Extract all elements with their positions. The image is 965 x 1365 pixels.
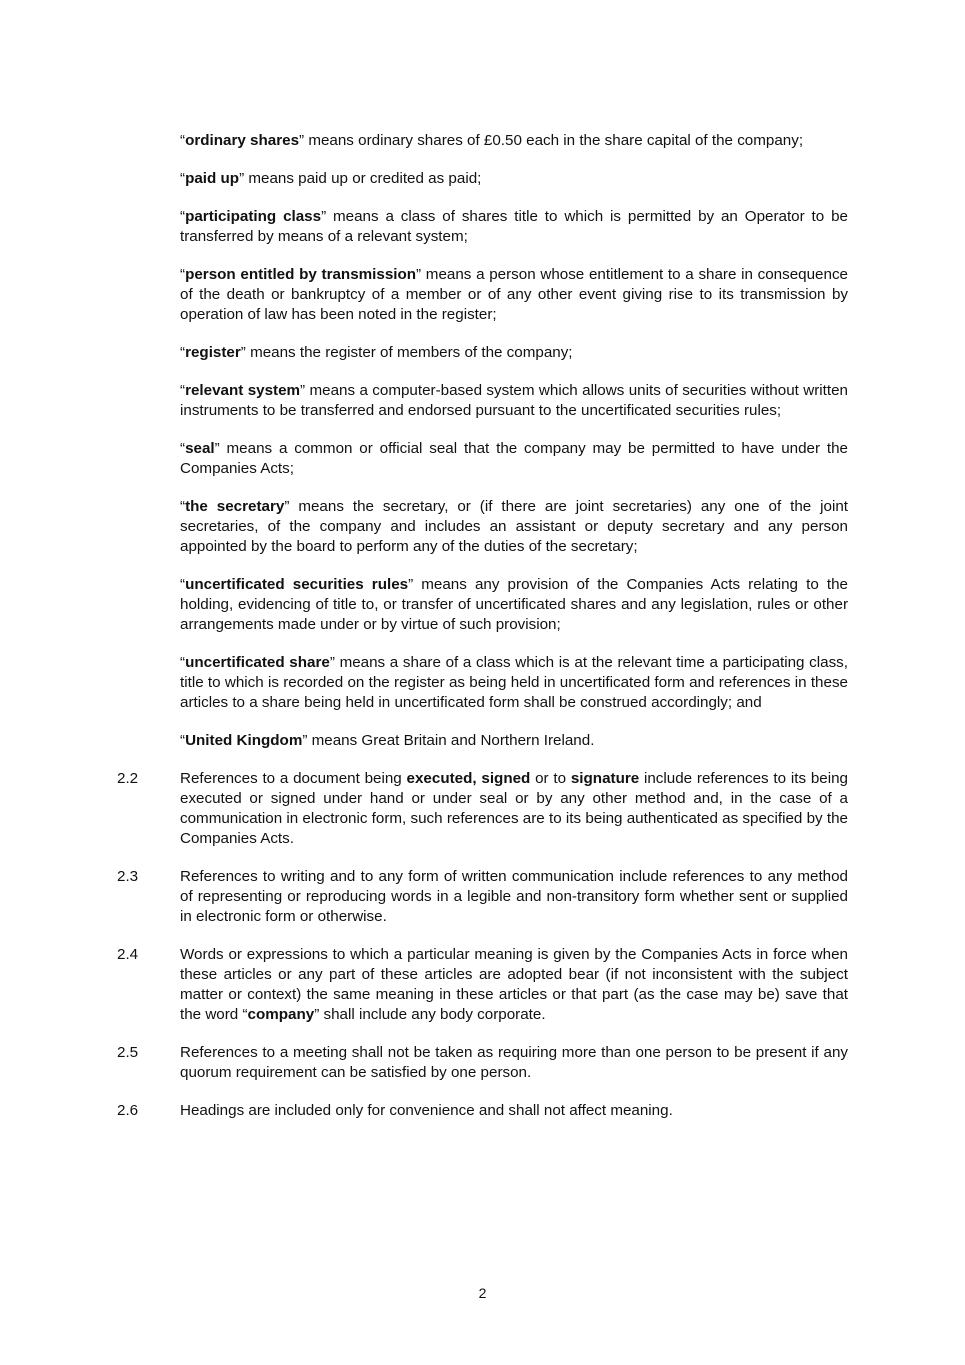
clause-text: References to writing and to any form of written communication include references to any method of representing or reproducing words in a legible and non-transitory form whether sent or supplied in electronic form or otherwise. — [180, 868, 848, 926]
definition-text: means a person whose entitlement to a share in consequence of the death or bankruptcy of a member or of any other event giving rise to its transmission by operation of law has been noted in the register; — [180, 266, 848, 324]
clause-2-3 — [0, 867, 965, 927]
defined-term: seal — [185, 440, 215, 458]
defined-term: uncertificated share — [185, 654, 330, 672]
clause-text-part: References to a document being — [180, 770, 407, 788]
definition-united-kingdom: “United Kingdom” means Great Britain and Northern Ireland. — [180, 732, 595, 750]
defined-term: executed, signed — [406, 770, 531, 788]
defined-term: register — [185, 344, 241, 362]
clause-number: 2.5 — [117, 1044, 139, 1062]
defined-term: uncertificated securities rules — [185, 576, 409, 594]
clause-number: 2.2 — [117, 770, 139, 788]
clause-number: 2.3 — [117, 868, 139, 886]
definition-person-entitled-by-transmission: “person entitled by transmission” means a person whose entitlement to a share in consequence of the death or bankruptcy of a member or of any other event giving rise to its transmission by operation of law has been noted in the register; — [180, 266, 848, 324]
definition-text: means a computer-based system which allows units of securities without written instruments to be transferred and endorsed pursuant to the uncertificated securities rules; — [180, 382, 848, 420]
clause-text: References to a meeting shall not be taken as requiring more than one person to be present if any quorum requirement can be satisfied by one person. — [180, 1044, 848, 1082]
definition-text: means a share of a class which is at the relevant time a participating class, title to which is recorded on the register as being held in uncertificated form and references in these articles to a share being held in uncertificated form shall be construed accordingly; and — [180, 654, 848, 712]
clause-text-part: ” shall include any body corporate. — [314, 1006, 546, 1024]
defined-term: paid up — [185, 170, 240, 188]
defined-term: person entitled by transmission — [185, 266, 417, 284]
definition-ordinary-shares: “ordinary shares” means ordinary shares of £0.50 each in the share capital of the company; — [180, 132, 804, 150]
clause-number: 2.6 — [117, 1102, 139, 1120]
definition-uncertificated-securities-rules: “uncertificated securities rules” means any provision of the Companies Acts relating to the holding, evidencing of title to, or transfer of uncertificated shares and any legislation, rules or other arrangements made under or by virtue of such provision; — [180, 576, 848, 634]
defined-term: United Kingdom — [185, 732, 303, 750]
defined-term: the secretary — [185, 498, 285, 516]
clause-text-part: or to — [530, 770, 571, 788]
clause-2-6 — [0, 1101, 965, 1121]
definition-text: means Great Britain and Northern Ireland. — [307, 732, 595, 750]
definition-text: means any provision of the Companies Acts relating to the holding, evidencing of title to, or transfer of uncertificated shares and any legislation, rules or other arrangements made under or by virtue of such provision; — [180, 576, 848, 634]
clause-number: 2.4 — [117, 946, 139, 964]
defined-term: participating class — [185, 208, 322, 226]
definition-seal: “seal” means a common or official seal that the company may be permitted to have under the Companies Acts; — [180, 440, 848, 478]
definition-register: “register” means the register of members of the company; — [180, 344, 573, 362]
page-number: 2 — [478, 1285, 487, 1301]
clause-text — [180, 945, 848, 1025]
definition-uncertificated-share: “uncertificated share” means a share of a class which is at the relevant time a participating class, title to which is recorded on the register as being held in uncertificated form and references in these articles to a share being held in uncertificated form shall be construed accordingly; and — [180, 654, 848, 712]
definition-participating-class: “participating class” means a class of shares title to which is permitted by an Operator to be transferred by means of a relevant system; — [180, 208, 848, 246]
clause-text-part: include references to its being executed or signed under hand or under seal or by any other method and, in the case of a communication in electronic form, such references are to its being authenticated as specified by the Companies Acts. — [180, 770, 848, 848]
defined-term: company — [247, 1006, 315, 1024]
definition-text: means a class of shares title to which is permitted by an Operator to be transferred by means of a relevant system; — [180, 208, 848, 246]
clause-2-2 — [0, 769, 965, 849]
definition-text: means paid up or credited as paid; — [244, 170, 482, 188]
defined-term: ordinary shares — [185, 132, 300, 150]
document-body — [0, 116, 965, 1139]
definition-text: means the secretary, or (if there are joint secretaries) any one of the joint secretaries, of the company and includes an assistant or deputy secretary and any person appointed by the board to perform any of the duties of the secretary; — [180, 498, 849, 556]
defined-term: signature — [570, 770, 640, 788]
definition-paid-up: “paid up” means paid up or credited as paid; — [180, 170, 482, 188]
definition-the-secretary: “the secretary” means the secretary, or (if there are joint secretaries) any one of the joint secretaries, of the company and includes an assistant or deputy secretary and any person appointed by the board to perform any of the duties of the secretary; — [180, 498, 849, 556]
clause-text: Headings are included only for convenience and shall not affect meaning. — [180, 1102, 673, 1120]
defined-term: relevant system — [185, 382, 301, 400]
definition-text: means ordinary shares of £0.50 each in the share capital of the company; — [304, 132, 804, 150]
clause-text-part: Words or expressions to which a particular meaning is given by the Companies Acts in force when these articles or any part of these articles are adopted bear (if not inconsistent with the subject matter or context) the same meaning in these articles or that part (as the case may be) save that the word “ — [180, 946, 848, 1024]
clause-2-5 — [0, 1043, 965, 1083]
definition-text: means a common or official seal that the company may be permitted to have under the Companies Acts; — [180, 440, 848, 478]
definition-relevant-system: “relevant system” means a computer-based system which allows units of securities without written instruments to be transferred and endorsed pursuant to the uncertificated securities rules; — [180, 382, 848, 420]
clause-2-4 — [0, 945, 965, 1025]
clause-text — [180, 769, 848, 849]
definition-text: means the register of members of the company; — [245, 344, 573, 362]
